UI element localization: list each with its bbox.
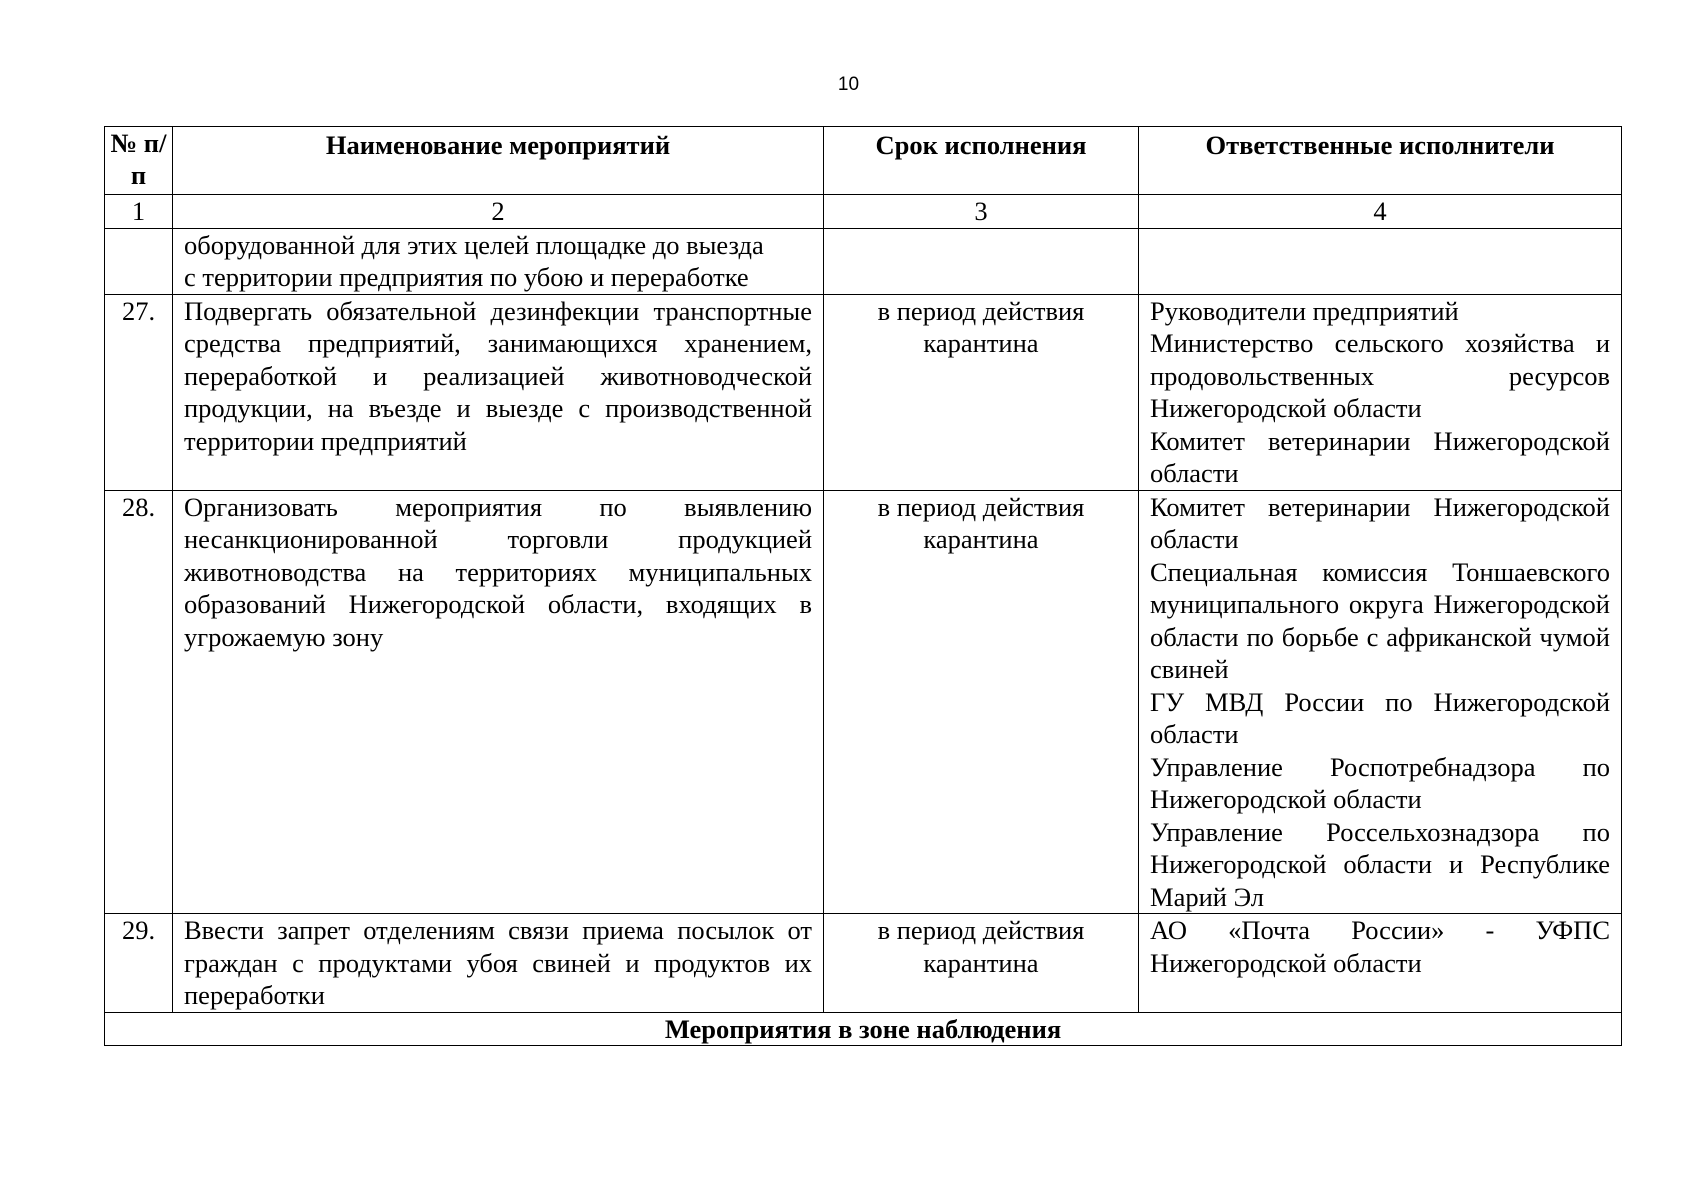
header-action: Наименование мероприятий <box>173 127 824 195</box>
continuation-line: с территории предприятия по убою и переработке <box>184 262 749 292</box>
column-index-row <box>105 195 1622 229</box>
executor: Специальная комиссия Тоншаевского муниципального округа Нижегородской области по борьбе с африканской чумой свиней <box>1150 556 1610 684</box>
row-executors <box>1139 490 1622 914</box>
table-row <box>105 294 1622 490</box>
continuation-line: оборудованной для этих целей площадке до выезда <box>184 229 764 260</box>
row-action <box>173 228 824 294</box>
row-action: Подвергать обязательной дезинфекции транспортные средства предприятий, занимающихся хранением, переработкой и реализацией животноводческой продукции, на въезде и выезде с производственной территории предприятий <box>173 294 824 490</box>
page-number: 10 <box>837 74 860 95</box>
row-executors <box>1139 914 1622 1013</box>
measures-table <box>104 126 1622 1046</box>
row-executors <box>1139 228 1622 294</box>
index-cell: 2 <box>173 195 824 229</box>
executor: Комитет ветеринарии Нижегородской области <box>1150 491 1610 554</box>
header-number: № п/п <box>105 127 173 195</box>
header-term: Срок исполнения <box>824 127 1139 195</box>
row-executors <box>1139 294 1622 490</box>
executor: Управление Роспотребнадзора по Нижегородской области <box>1150 751 1610 814</box>
executor: Министерство сельского хозяйства и продовольственных ресурсов Нижегородской области <box>1150 328 1610 423</box>
section-row <box>105 1012 1622 1046</box>
table-header-row <box>105 127 1622 195</box>
index-cell: 4 <box>1139 195 1622 229</box>
section-title: Мероприятия в зоне наблюдения <box>105 1012 1622 1046</box>
executor: Управление Россельхознадзора по Нижегородской области и Республике Марий Эл <box>1150 816 1610 912</box>
row-term: в период действия карантина <box>824 294 1139 490</box>
row-number <box>105 228 173 294</box>
executor: ГУ МВД России по Нижегородской области <box>1150 686 1610 749</box>
row-term <box>824 228 1139 294</box>
index-cell: 1 <box>105 195 173 229</box>
row-term: в период действия карантина <box>824 490 1139 914</box>
row-action: Ввести запрет отделениям связи приема посылок от граждан с продуктами убоя свиней и продуктов их переработки <box>173 914 824 1013</box>
row-number: 27. <box>105 294 173 490</box>
header-executors: Ответственные исполнители <box>1139 127 1622 195</box>
row-number: 29. <box>105 914 173 1013</box>
table-row <box>105 914 1622 1013</box>
table-row-continuation <box>105 228 1622 294</box>
table-row <box>105 490 1622 914</box>
index-cell: 3 <box>824 195 1139 229</box>
executor: Руководители предприятий <box>1150 295 1459 326</box>
row-action: Организовать мероприятия по выявлению несанкционированной торговли продукцией животноводства на территориях муниципальных образований Нижегородской области, входящих в угрожаемую зону <box>173 490 824 914</box>
executor: Комитет ветеринарии Нижегородской области <box>1150 425 1610 488</box>
row-term: в период действия карантина <box>824 914 1139 1013</box>
executor: АО «Почта России» - УФПС Нижегородской области <box>1150 915 1610 978</box>
row-number: 28. <box>105 490 173 914</box>
